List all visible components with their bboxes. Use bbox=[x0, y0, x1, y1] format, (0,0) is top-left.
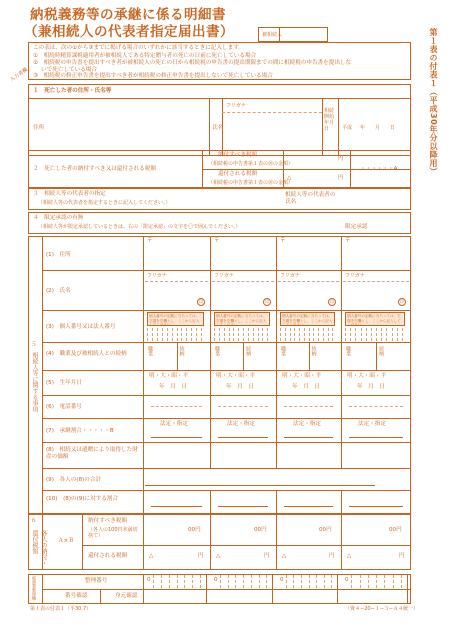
refund-yen: 円 bbox=[399, 553, 405, 559]
seal-icon: 印 bbox=[400, 299, 404, 304]
refund-each-label: 還付される税額 bbox=[88, 553, 128, 559]
job-label: 職業 bbox=[147, 346, 153, 356]
row-id-number: (3) 個人番号又は法人番号 bbox=[46, 324, 116, 330]
intro-line-0: この表は、次の①から③までに掲げる場合のいずれかに該当するときに記入します。 bbox=[33, 45, 244, 51]
birth-ymd: 年 月 日 bbox=[292, 384, 320, 390]
heir-refund-field[interactable] bbox=[355, 547, 405, 568]
relation-label: 続柄 bbox=[178, 346, 185, 356]
era-label: 平成 bbox=[342, 125, 353, 131]
heir-furigana: フリガナ bbox=[280, 273, 300, 279]
footer-zero: 0 bbox=[147, 577, 151, 583]
intro-box bbox=[28, 42, 411, 80]
section-5-num: ５ bbox=[31, 342, 37, 348]
footer-seiri-field[interactable] bbox=[343, 575, 405, 588]
birth-ymd: 年 月 日 bbox=[159, 384, 187, 390]
decedent-ref-label: 被相続人 bbox=[262, 32, 283, 38]
start-date-ymd: 年 月 日 bbox=[360, 125, 396, 131]
heir-id-field[interactable] bbox=[343, 327, 409, 341]
heir-phone-field[interactable] bbox=[145, 397, 208, 417]
relation-label: 続柄 bbox=[310, 346, 317, 356]
heir-address-field[interactable] bbox=[212, 246, 274, 268]
postal-mark: 〒 bbox=[214, 238, 220, 244]
heir-name-field[interactable] bbox=[145, 283, 196, 308]
row-job-relation: (4) 職業及び被相続人との続柄 bbox=[46, 351, 127, 357]
postal-mark: 〒 bbox=[147, 238, 153, 244]
id-note-box: 個人番号の記載に当たっては、左端を空欄とし、ここから記入してください。 bbox=[345, 312, 405, 326]
id-note-box: 個人番号の記載に当たっては、左端を空欄とし、ここから記入してください。 bbox=[214, 312, 270, 326]
start-date-label: 相続開始年月日 bbox=[324, 108, 335, 132]
relation-label: 続柄 bbox=[245, 346, 251, 356]
rep-name-field[interactable] bbox=[345, 190, 409, 208]
furigana-label: フリガナ bbox=[226, 103, 246, 109]
decedent-ref-box[interactable] bbox=[258, 27, 328, 42]
heir-furigana: フリガナ bbox=[214, 273, 234, 279]
refund-yen: 円 bbox=[198, 553, 204, 559]
refund-delta: △ bbox=[149, 553, 154, 559]
job-label: 職業 bbox=[214, 346, 220, 356]
era-options[interactable]: 明・大・昭・平 bbox=[347, 373, 387, 379]
heir-asset-field[interactable] bbox=[145, 444, 196, 466]
tax-payable-label: 納付すべき税額 bbox=[218, 152, 258, 158]
section-5-side: 相続人等に関する事項 bbox=[31, 352, 38, 412]
footer-bango: 番号確認 bbox=[65, 593, 88, 599]
seal-icon: 印 bbox=[330, 299, 334, 304]
refund-delta: △ bbox=[282, 553, 287, 559]
tax-yen00: 00円 bbox=[254, 527, 267, 533]
footer-zero: 0 bbox=[280, 577, 284, 583]
postal-mark: 〒 bbox=[345, 238, 351, 244]
heir-id-field[interactable] bbox=[212, 327, 274, 341]
footer-side: 税務署整理欄 bbox=[32, 576, 37, 600]
seal-icon: 印 bbox=[265, 299, 269, 304]
heir-address-field[interactable] bbox=[343, 246, 409, 268]
formula-ab: Ａ×Ｂ bbox=[58, 538, 74, 544]
heir-phone-field[interactable] bbox=[212, 397, 274, 417]
footer-mikakunin: 身元確認 bbox=[115, 593, 138, 599]
heir-address-field[interactable] bbox=[145, 246, 208, 268]
name-field[interactable] bbox=[224, 114, 320, 154]
heir-phone-field[interactable] bbox=[343, 397, 409, 417]
era-options[interactable]: 明・大・昭・平 bbox=[282, 373, 322, 379]
id-note-box: 個人番号の記載に当たっては、左端を空欄とし、ここから記入してください。 bbox=[280, 312, 335, 326]
address-label: 住所 bbox=[33, 125, 45, 131]
heir-asset-field[interactable] bbox=[278, 444, 327, 466]
share-type[interactable]: 法定・指定 bbox=[358, 421, 386, 427]
section-3-note: （相続人等の代表者を指定するときに記入してください。） bbox=[38, 200, 171, 206]
tax-payable-field[interactable] bbox=[285, 152, 345, 168]
heir-furigana: フリガナ bbox=[345, 273, 365, 279]
refund-delta: △ bbox=[216, 553, 221, 559]
share-type[interactable]: 法定・指定 bbox=[160, 421, 188, 427]
row-ratio: (10) (8)の(9)に対する割合 bbox=[46, 496, 119, 502]
footer-seiri-field[interactable] bbox=[212, 575, 270, 588]
input-stamp: 入力者欄 bbox=[9, 66, 29, 84]
tax-yen00: 00円 bbox=[319, 527, 332, 533]
heir-name-field[interactable] bbox=[278, 283, 327, 308]
tax-yen00: 00円 bbox=[389, 527, 402, 533]
seal-icon: 印 bbox=[199, 299, 203, 304]
refund-delta: △ bbox=[347, 553, 352, 559]
tax-each-note: （各人の100円未満切捨て） bbox=[88, 527, 138, 539]
section-6-num: ６ bbox=[31, 518, 37, 524]
era-options[interactable]: 明・大・昭・平 bbox=[149, 373, 189, 379]
row-phone: (6) 電話番号 bbox=[46, 404, 82, 410]
limited-approval-option[interactable]: 限定承認 bbox=[345, 224, 368, 230]
section-4-note: （相続人等が限定承認しているときは、右の「限定承認」の文字を〇で囲んでください。） bbox=[38, 224, 241, 230]
intro-line-1: ① 相続時精算課税適用者が被相続人である特定贈与者の死亡の日前に死亡している場合 bbox=[33, 53, 257, 59]
name-label: 氏名 bbox=[212, 125, 224, 131]
postal-mark: 〒 bbox=[280, 238, 286, 244]
heir-id-field[interactable] bbox=[278, 327, 339, 341]
form-number-right: （資４−20−１−３−Ａ４統一） bbox=[345, 606, 419, 612]
form-title: 納税義務等の承継に係る明細書 bbox=[30, 7, 226, 23]
row-name: (2) 氏名 bbox=[46, 288, 71, 294]
mark-a: ・・・・・・A bbox=[360, 166, 398, 172]
intro-line-2: ② 相続税の申告書を提出すべき者が被相続人の死亡の日から相続税の申告書の提出期限までの間に相続税の申告書を提出しな bbox=[33, 60, 352, 66]
heir-refund-field[interactable] bbox=[157, 547, 204, 568]
form-number-left: 第１表の付表１（平30.7） bbox=[30, 606, 92, 612]
heir-name-field[interactable] bbox=[212, 283, 262, 308]
tax-payable-note: （相続税の申告書第１表の⑳の金額） bbox=[208, 161, 294, 167]
tax-each-label: 納付すべき税額 bbox=[88, 518, 128, 524]
form-subtitle: （兼相続人の代表者指定届出書） bbox=[24, 24, 234, 40]
refund-yen: 円 bbox=[329, 553, 335, 559]
job-label: 職業 bbox=[345, 346, 351, 356]
footer-zero: 0 bbox=[214, 577, 218, 583]
tax-yen00: 00円 bbox=[188, 527, 201, 533]
footer-zero: 0 bbox=[345, 577, 349, 583]
era-options[interactable]: 明・大・昭・平 bbox=[216, 373, 256, 379]
intro-line-2b: いで死亡している場合 bbox=[41, 67, 97, 73]
share-type[interactable]: 法定・指定 bbox=[227, 421, 255, 427]
tax-payable-yen: 円 bbox=[338, 156, 344, 162]
job-label: 職業 bbox=[280, 346, 286, 356]
row-asset-value: (8) 相続又は遺贈により取得した財産の価額 bbox=[46, 447, 138, 460]
heir-furigana: フリガナ bbox=[147, 273, 167, 279]
section-6-side: 各人の納付・還付税額 bbox=[31, 530, 47, 566]
intro-line-3: ③ 相続税の修正申告書を提出すべき者が相続税の修正申告書を提出しないで死亡している場合 bbox=[33, 73, 273, 79]
share-type[interactable]: 法定・指定 bbox=[293, 421, 321, 427]
footer-seiri-field[interactable] bbox=[145, 575, 204, 588]
row-address: (1) 住所 bbox=[46, 252, 71, 258]
heir-name-field[interactable] bbox=[343, 283, 397, 308]
row-share: (7) 承継割合・・・・・B bbox=[46, 428, 114, 434]
form-side-label: 第１表の付表１（平成30年分以降用） bbox=[429, 28, 438, 177]
row-total: (9) 各人の(8)の合計 bbox=[46, 477, 102, 483]
section-2-title: ２ 死亡した者の納付すべき又は還付される税額 bbox=[33, 166, 156, 172]
relation-label: 続柄 bbox=[378, 346, 384, 356]
footer-seiri-field[interactable] bbox=[278, 575, 335, 588]
section-4-title: ４ 限定承認の有無 bbox=[33, 215, 84, 221]
birth-ymd: 年 月 日 bbox=[357, 384, 385, 390]
heir-asset-field[interactable] bbox=[343, 444, 397, 466]
birth-ymd: 年 月 日 bbox=[226, 384, 254, 390]
address-field[interactable] bbox=[30, 102, 208, 154]
tax-refund-note: （相続税の申告書第１表の⑳の金額） bbox=[208, 180, 294, 186]
rep-label: 相続人等の代表者の氏名 bbox=[285, 192, 336, 205]
tax-refund-yen: 円 bbox=[338, 175, 344, 181]
id-note-box: 個人番号の記載に当たっては、左端を空欄とし、ここから記入してください。 bbox=[147, 312, 204, 326]
section-1-title: １ 死亡した者の住所・氏名等 bbox=[33, 88, 112, 94]
heir-address-field[interactable] bbox=[278, 246, 339, 268]
tax-refund-label: 還付される税額 bbox=[218, 171, 258, 177]
refund-yen: 円 bbox=[264, 553, 270, 559]
section-3-title: ３ 相続人等の代表者の指定 bbox=[33, 191, 106, 197]
heir-id-field[interactable] bbox=[145, 327, 208, 341]
heir-asset-field[interactable] bbox=[212, 444, 262, 466]
row-birthdate: (5) 生年月日 bbox=[46, 380, 82, 386]
heir-phone-field[interactable] bbox=[278, 397, 339, 417]
footer-seiri: 整理番号 bbox=[85, 578, 108, 584]
tax-refund-delta: △ bbox=[287, 175, 292, 181]
